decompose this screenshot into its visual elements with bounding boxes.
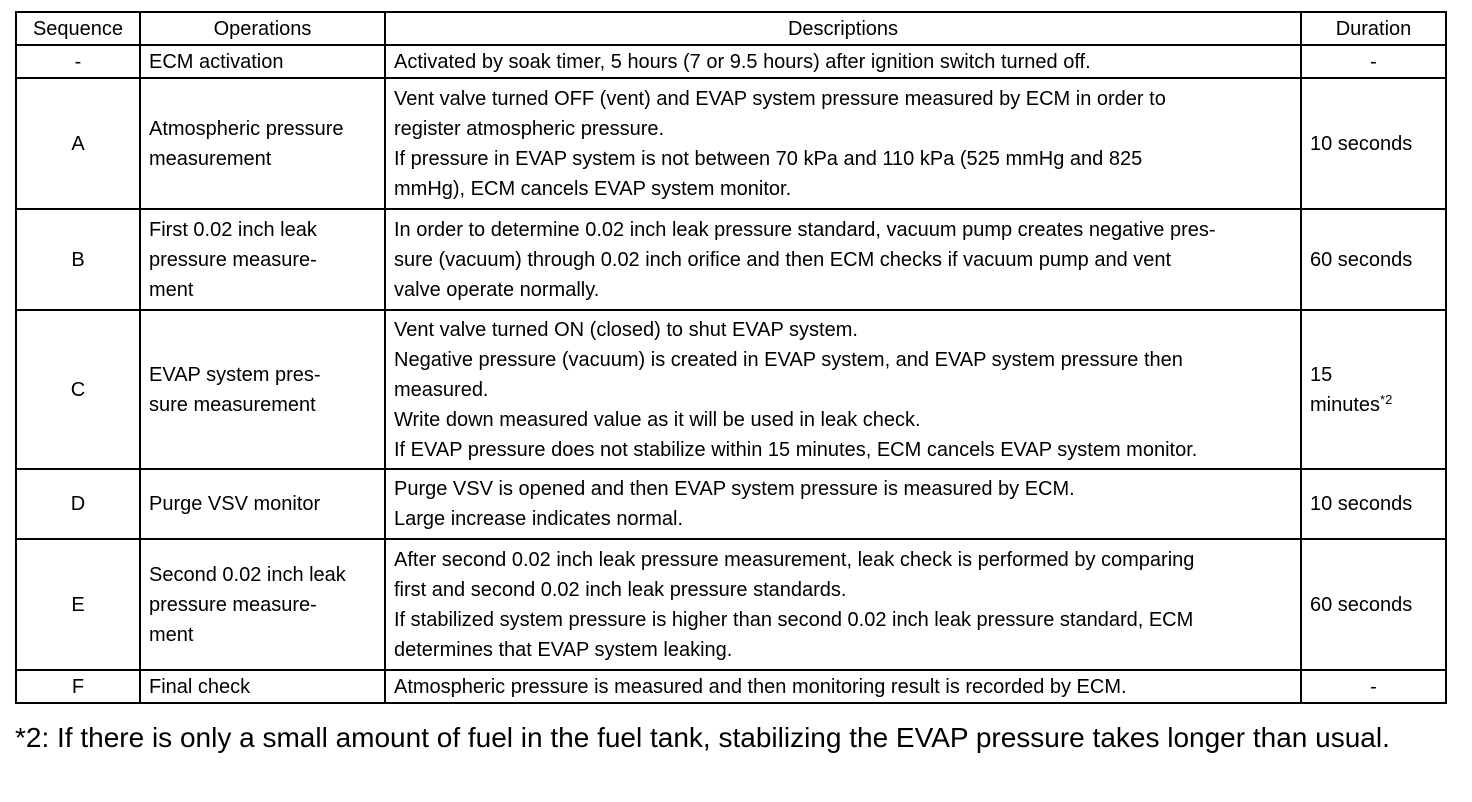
operation-cell: [140, 539, 385, 670]
duration-unit: [1310, 390, 1437, 420]
table-row: [16, 78, 1446, 209]
description-line: valve operate normally.: [394, 278, 600, 301]
operation-line: sure measurement: [149, 393, 316, 416]
description-line: Write down measured value as it will be used in leak check.: [394, 408, 921, 431]
table-row: [16, 45, 1446, 78]
table-row: [16, 539, 1446, 670]
description-cell: [385, 45, 1301, 78]
duration-cell: 60 seconds: [1301, 209, 1446, 310]
table-row: [16, 310, 1446, 469]
description-cell: [385, 670, 1301, 703]
description-cell: [385, 78, 1301, 209]
header-operations: Operations: [140, 12, 385, 45]
description-cell: [385, 539, 1301, 670]
operation-cell: [140, 45, 385, 78]
description-line: Vent valve turned OFF (vent) and EVAP system pressure measured by ECM in order to: [394, 87, 1166, 110]
operation-line: Purge VSV monitor: [149, 493, 321, 515]
header-descriptions: Descriptions: [385, 12, 1301, 45]
sequence-cell: -: [16, 45, 140, 78]
description-line: Vent valve turned ON (closed) to shut EVAP system.: [394, 318, 858, 341]
operation-line: measurement: [149, 147, 272, 170]
operation-line: First 0.02 inch leak: [149, 218, 317, 241]
description-line: Activated by soak timer, 5 hours (7 or 9.5 hours) after ignition switch turned off.: [394, 50, 1091, 73]
description-line: If EVAP pressure does not stabilize within 15 minutes, ECM cancels EVAP system monitor.: [394, 438, 1198, 461]
footnote: *2: If there is only a small amount of fuel in the fuel tank, stabilizing the EVAP pressure takes longer than usual.: [15, 722, 1390, 753]
sequence-cell: D: [16, 469, 140, 539]
description-cell: [385, 310, 1301, 469]
header-sequence: Sequence: [16, 12, 140, 45]
evap-monitor-table: [15, 11, 1447, 704]
operation-cell: [140, 310, 385, 469]
description-line: Purge VSV is opened and then EVAP system pressure is measured by ECM.: [394, 478, 1075, 500]
table-row: [16, 209, 1446, 310]
operation-line: pressure measure-: [149, 248, 317, 271]
operation-line: Final check: [149, 675, 251, 698]
duration-value: 15: [1310, 363, 1333, 386]
description-cell: [385, 469, 1301, 539]
description-line: mmHg), ECM cancels EVAP system monitor.: [394, 177, 792, 200]
description-line: determines that EVAP system leaking.: [394, 638, 733, 661]
description-line: Large increase indicates normal.: [394, 508, 684, 530]
description-cell: [385, 209, 1301, 310]
sequence-cell: F: [16, 670, 140, 703]
duration-cell: 10 seconds: [1301, 78, 1446, 209]
description-line: measured.: [394, 378, 489, 401]
operation-line: ment: [149, 278, 194, 301]
operation-line: Second 0.02 inch leak: [149, 563, 346, 586]
operation-cell: [140, 469, 385, 539]
sequence-cell: B: [16, 209, 140, 310]
header-row: [16, 12, 1446, 45]
operation-cell: [140, 209, 385, 310]
operation-line: pressure measure-: [149, 593, 317, 616]
duration-cell: 60 seconds: [1301, 539, 1446, 670]
description-line: After second 0.02 inch leak pressure measurement, leak check is performed by comparing: [394, 548, 1195, 571]
table-row: [16, 469, 1446, 539]
footnote-ref: *2: [1380, 391, 1393, 407]
description-line: Atmospheric pressure is measured and then monitoring result is recorded by ECM.: [394, 675, 1127, 698]
duration-cell: [1301, 310, 1446, 469]
operation-cell: [140, 670, 385, 703]
operation-line: ECM activation: [149, 50, 284, 73]
table-row: [16, 670, 1446, 703]
duration-cell: -: [1301, 45, 1446, 78]
header-duration: Duration: [1301, 12, 1446, 45]
operation-line: EVAP system pres-: [149, 363, 321, 386]
duration-unit-text: minutes: [1310, 393, 1381, 416]
sequence-cell: E: [16, 539, 140, 670]
sequence-cell: C: [16, 310, 140, 469]
description-line: sure (vacuum) through 0.02 inch orifice and then ECM checks if vacuum pump and vent: [394, 248, 1172, 271]
description-line: first and second 0.02 inch leak pressure standards.: [394, 578, 847, 601]
description-line: register atmospheric pressure.: [394, 117, 665, 140]
description-line: In order to determine 0.02 inch leak pressure standard, vacuum pump creates negative pres-: [394, 218, 1216, 241]
description-line: If pressure in EVAP system is not between 70 kPa and 110 kPa (525 mmHg and 825: [394, 147, 1143, 170]
description-line: If stabilized system pressure is higher than second 0.02 inch leak pressure standard, ECM: [394, 608, 1194, 631]
sequence-cell: A: [16, 78, 140, 209]
operation-line: Atmospheric pressure: [149, 117, 344, 140]
description-line: Negative pressure (vacuum) is created in EVAP system, and EVAP system pressure then: [394, 348, 1183, 371]
duration-cell: 10 seconds: [1301, 469, 1446, 539]
operation-line: ment: [149, 623, 194, 646]
operation-cell: [140, 78, 385, 209]
duration-cell: -: [1301, 670, 1446, 703]
